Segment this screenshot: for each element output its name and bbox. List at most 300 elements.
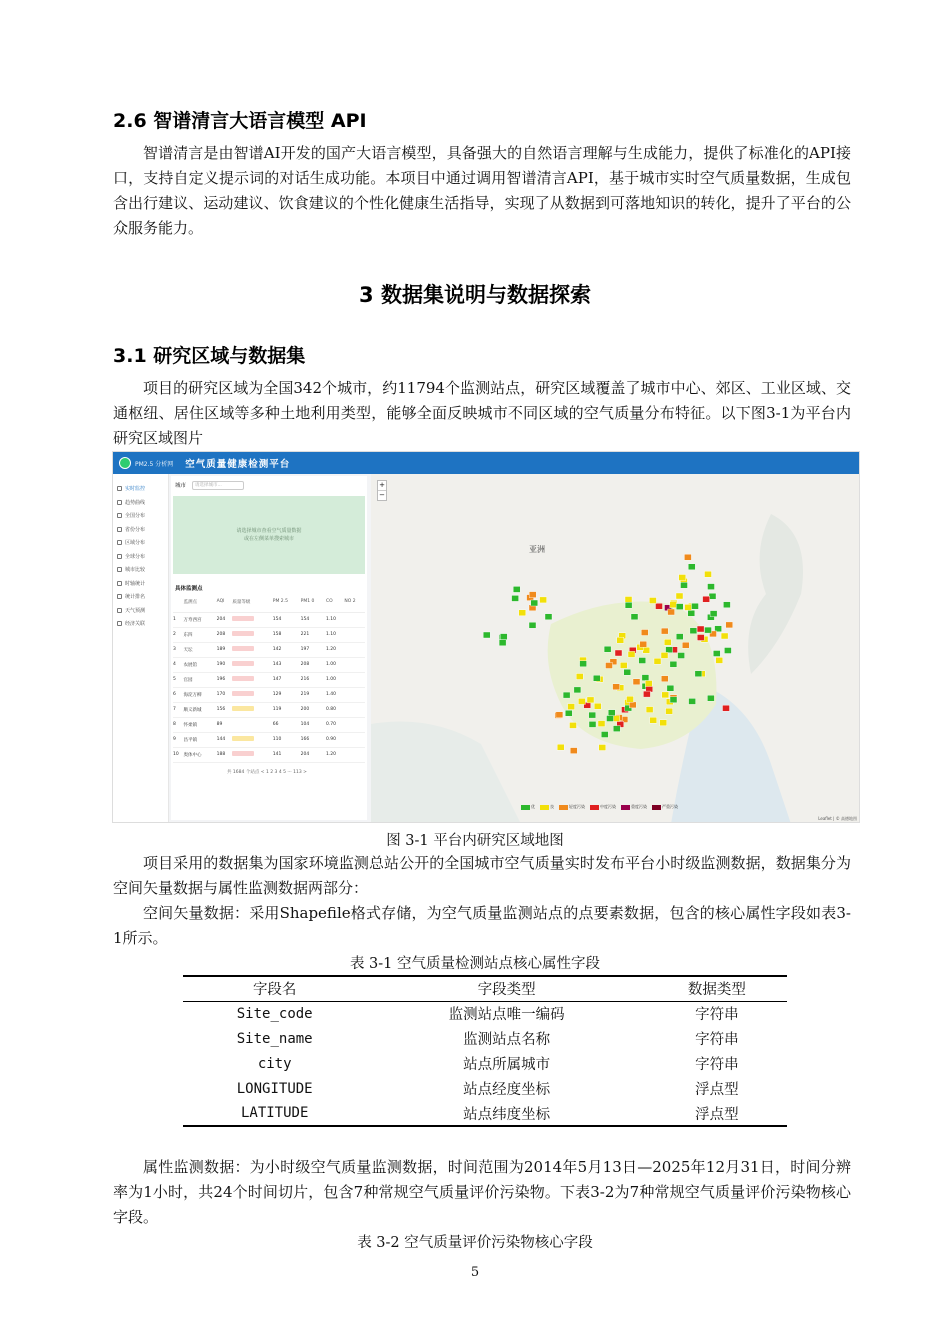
- station-marker[interactable]: [692, 603, 699, 609]
- station-marker[interactable]: [620, 662, 627, 668]
- station-marker[interactable]: [666, 647, 673, 653]
- quality-level-swatch: [232, 691, 254, 696]
- air-quality-map[interactable]: [371, 474, 860, 823]
- quality-level-badge: [232, 612, 272, 627]
- station-table-header: PM1 0: [301, 592, 326, 612]
- field-type: 站点经度坐标: [463, 1082, 551, 1098]
- station-marker[interactable]: [695, 671, 702, 677]
- station-cell: 1.00: [326, 657, 344, 672]
- station-marker[interactable]: [568, 704, 575, 710]
- station-marker[interactable]: [483, 632, 490, 638]
- station-marker[interactable]: [613, 716, 620, 722]
- quality-level-swatch: [232, 676, 254, 681]
- quality-level-badge: [232, 657, 272, 672]
- station-cell: 200: [301, 702, 326, 717]
- station-marker[interactable]: [529, 622, 536, 628]
- field-name: LATITUDE: [240, 1105, 309, 1121]
- station-markers: [371, 474, 860, 823]
- station-marker[interactable]: [625, 597, 632, 603]
- station-marker[interactable]: [697, 626, 704, 632]
- station-marker[interactable]: [641, 630, 648, 636]
- station-cell: 89: [217, 717, 233, 732]
- zoom-out-button[interactable]: −: [379, 491, 385, 499]
- station-cell: 129: [273, 687, 301, 702]
- field-name: LONGITUDE: [236, 1080, 313, 1097]
- station-marker[interactable]: [667, 685, 674, 691]
- legend-item: [621, 804, 647, 810]
- station-marker[interactable]: [670, 697, 677, 703]
- station-cell: 144: [217, 732, 233, 747]
- station-marker[interactable]: [625, 602, 632, 608]
- city-hint-box: [173, 496, 365, 574]
- station-marker[interactable]: [689, 698, 696, 704]
- station-marker[interactable]: [668, 609, 675, 615]
- quality-level-badge: [232, 687, 272, 702]
- legend-item: [559, 804, 585, 810]
- figure-3-1-caption: 图 3-1 平台内研究区域地图: [386, 833, 564, 849]
- chapter-3-heading: 3 数据集说明与数据探索: [359, 283, 591, 307]
- station-table-header: [173, 592, 184, 612]
- station-marker[interactable]: [684, 554, 691, 560]
- station-marker[interactable]: [664, 639, 671, 645]
- field-type: 站点所属城市: [463, 1057, 551, 1073]
- station-cell: 154: [273, 612, 301, 627]
- station-marker[interactable]: [660, 720, 667, 726]
- sidebar-item-global[interactable]: 全球分布: [113, 550, 168, 564]
- legend-swatch: [590, 805, 599, 810]
- station-marker[interactable]: [685, 604, 692, 610]
- table-row: [183, 1101, 787, 1126]
- station-table-header: NO 2: [344, 592, 365, 612]
- station-marker[interactable]: [540, 597, 547, 603]
- station-cell: 170: [217, 687, 233, 702]
- table-row: [183, 1051, 787, 1076]
- station-marker[interactable]: [654, 658, 661, 664]
- quality-level-swatch: [232, 751, 254, 756]
- table-row: [183, 1001, 787, 1026]
- station-cell: 1.20: [326, 747, 344, 762]
- quality-level-badge: [232, 732, 272, 747]
- station-table-header: CO: [326, 592, 344, 612]
- station-marker[interactable]: [604, 646, 611, 652]
- station-marker[interactable]: [615, 650, 622, 656]
- station-marker[interactable]: [670, 602, 677, 608]
- link-icon: [117, 621, 122, 626]
- station-cell: 208: [301, 657, 326, 672]
- station-marker[interactable]: [726, 622, 733, 628]
- sidebar-item-compare[interactable]: 城市比较: [113, 563, 168, 577]
- station-row[interactable]: [173, 612, 365, 627]
- map-attribution: Leaflet | © 高德地图: [818, 816, 857, 821]
- station-cell: 1.00: [326, 672, 344, 687]
- station-marker[interactable]: [593, 675, 600, 681]
- table-header: 数据类型: [687, 982, 746, 999]
- spatial-data-paragraph: 空间矢量数据：采用Shapefile格式存储，为空气质量监测站点的点要素数据，包含的核心属性字段如表3-1所示。: [113, 904, 851, 947]
- city-label: 城市: [175, 483, 187, 489]
- section-3-1-body: 项目的研究区域为全国342个城市，约11794个监测站点，研究区域覆盖了城市中心、郊区、工业区域、交通枢纽、居住区域等多种土地利用类型，能够全面反映城市不同区域的空气质量分布特征。以下图3-1为平台内研究区域图片: [113, 379, 851, 447]
- station-cell: 190: [217, 657, 233, 672]
- quality-level-swatch: [232, 721, 254, 726]
- station-marker[interactable]: [608, 710, 615, 716]
- quality-level-badge: [232, 717, 272, 732]
- station-marker[interactable]: [678, 653, 685, 659]
- station-cell: 万寿西宫: [184, 612, 217, 627]
- station-marker[interactable]: [574, 687, 581, 693]
- legend-item: [652, 804, 678, 810]
- station-marker[interactable]: [666, 708, 673, 714]
- station-row[interactable]: [173, 642, 365, 657]
- trend-icon: [117, 500, 122, 505]
- sidebar-item-timeline[interactable]: 时轴统计: [113, 577, 168, 591]
- station-cell: 196: [217, 672, 233, 687]
- station-cell: 166: [301, 732, 326, 747]
- city-search-input[interactable]: 请选择城市...: [192, 481, 244, 490]
- station-cell: [344, 732, 365, 747]
- quality-level-swatch: [232, 616, 254, 621]
- legend-swatch: [540, 805, 549, 810]
- station-table-header: PM 2.5: [273, 592, 301, 612]
- station-marker[interactable]: [500, 634, 507, 640]
- hint-line-2: 或在左侧菜单搜索城市: [243, 536, 294, 542]
- station-marker[interactable]: [676, 593, 683, 599]
- hint-line-1: 请选择城市查看空气质量数据: [236, 528, 302, 534]
- station-marker[interactable]: [661, 676, 668, 682]
- station-cell: 1.20: [326, 642, 344, 657]
- station-marker[interactable]: [606, 663, 613, 669]
- station-marker[interactable]: [650, 717, 657, 723]
- station-cell: [344, 702, 365, 717]
- data-type: 字符串: [695, 1032, 739, 1048]
- station-cell: 154: [301, 612, 326, 627]
- station-marker[interactable]: [679, 575, 686, 581]
- station-marker[interactable]: [642, 675, 649, 681]
- station-row[interactable]: [173, 717, 365, 732]
- logo-icon: [119, 457, 131, 469]
- station-marker[interactable]: [598, 721, 605, 727]
- app-sidebar: [113, 474, 169, 823]
- station-marker[interactable]: [656, 603, 663, 609]
- station-cell: 1.10: [326, 612, 344, 627]
- app-logo-text: PM2.5 分析网: [135, 460, 174, 468]
- zoom-control[interactable]: [377, 480, 387, 501]
- station-cell: 官园: [184, 672, 217, 687]
- legend-label: 优: [531, 804, 535, 809]
- section-2-6-heading: 2.6 智谱清言大语言模型 API: [113, 110, 367, 132]
- station-marker[interactable]: [589, 712, 596, 718]
- station-marker[interactable]: [519, 610, 526, 616]
- station-row[interactable]: [173, 687, 365, 702]
- station-cell: 219: [301, 687, 326, 702]
- station-marker[interactable]: [639, 658, 646, 664]
- station-marker[interactable]: [705, 627, 712, 633]
- station-cell: 204: [217, 612, 233, 627]
- legend-label: 轻度污染: [569, 804, 585, 809]
- station-cell: [344, 687, 365, 702]
- section-2-6-body: 智谱清言是由智谱AI开发的国产大语言模型，具备强大的自然语言理解与生成能力，提供了标准化的API接口，支持自定义提示词的对话生成功能。本项目中通过调用智谱清言API，基于城市实时空气质量数据，生成包含出行建议、运动建议、饮食建议的个性化健康生活指导，实现了从数据到可落地知识的转化，提升了平台的公众服务能力。: [113, 144, 851, 237]
- station-cell: 海淀万柳: [184, 687, 217, 702]
- station-marker[interactable]: [643, 691, 650, 697]
- quality-level-swatch: [232, 631, 254, 636]
- station-marker[interactable]: [629, 702, 636, 708]
- station-cell: 5: [173, 672, 184, 687]
- station-cell: 农展馆: [184, 657, 217, 672]
- sidebar-item-realtime[interactable]: 实时监控: [113, 482, 168, 496]
- station-marker[interactable]: [613, 726, 620, 732]
- table-header: 字段类型: [477, 982, 536, 999]
- legend-swatch: [521, 805, 530, 810]
- station-marker[interactable]: [587, 697, 594, 703]
- quality-level-badge: [232, 702, 272, 717]
- station-cell: 6: [173, 687, 184, 702]
- quality-level-swatch: [232, 706, 254, 711]
- station-cell: 0.80: [326, 702, 344, 717]
- station-marker[interactable]: [649, 598, 656, 604]
- station-marker[interactable]: [703, 596, 710, 602]
- station-cell: 天坛: [184, 642, 217, 657]
- table-3-1-caption: 表 3-1 空气质量检测站点核心属性字段: [349, 956, 601, 972]
- station-marker[interactable]: [713, 651, 720, 657]
- station-cell: 208: [217, 627, 233, 642]
- station-marker[interactable]: [624, 669, 631, 675]
- station-marker[interactable]: [688, 610, 695, 616]
- table-3-2-caption: 表 3-2 空气质量评价污染物核心字段: [357, 1235, 593, 1251]
- station-marker[interactable]: [589, 721, 596, 727]
- station-marker[interactable]: [676, 634, 683, 640]
- station-table: [173, 592, 365, 763]
- field-name: city: [257, 1055, 292, 1072]
- field-type: 监测站点唯一编码: [448, 1007, 565, 1024]
- station-cell: 110: [273, 732, 301, 747]
- station-cell: 104: [301, 717, 326, 732]
- station-marker[interactable]: [688, 564, 695, 570]
- pagination[interactable]: 共 1684 个站点 < 1 2 3 4 5 ··· 113 >: [227, 769, 307, 775]
- station-marker[interactable]: [631, 614, 638, 620]
- data-type: 字符串: [695, 1057, 739, 1073]
- station-marker[interactable]: [661, 652, 668, 658]
- legend-swatch: [652, 805, 661, 810]
- monitor-icon: [117, 486, 122, 491]
- station-marker[interactable]: [708, 584, 715, 590]
- bar-chart-icon: [117, 540, 122, 545]
- station-panel: [171, 476, 367, 820]
- station-marker[interactable]: [628, 651, 635, 657]
- quality-level-swatch: [232, 661, 254, 666]
- sidebar-item-ranking[interactable]: 统计排名: [113, 590, 168, 604]
- station-marker[interactable]: [707, 695, 714, 701]
- station-cell: 9: [173, 732, 184, 747]
- station-row[interactable]: [173, 627, 365, 642]
- station-cell: 0.70: [326, 717, 344, 732]
- station-cell: 221: [301, 627, 326, 642]
- station-cell: [344, 627, 365, 642]
- quality-level-swatch: [232, 646, 254, 651]
- station-cell: [344, 672, 365, 687]
- data-type: 字符串: [695, 1007, 739, 1024]
- sidebar-item-weather[interactable]: 天气预测: [113, 604, 168, 618]
- station-marker[interactable]: [576, 674, 583, 680]
- station-cell: 顺义新城: [184, 702, 217, 717]
- station-marker[interactable]: [565, 710, 572, 716]
- station-marker[interactable]: [529, 592, 536, 598]
- map-pin-icon: [117, 527, 122, 532]
- station-marker[interactable]: [556, 712, 563, 718]
- quality-level-swatch: [232, 736, 254, 741]
- data-type: 浮点型: [695, 1106, 739, 1123]
- sidebar-item-trend[interactable]: 趋势曲线: [113, 496, 168, 510]
- station-marker[interactable]: [705, 571, 712, 577]
- station-marker[interactable]: [594, 703, 601, 709]
- station-marker[interactable]: [721, 633, 728, 639]
- station-marker[interactable]: [557, 744, 564, 750]
- section-3-1-heading: 3.1 研究区域与数据集: [113, 345, 306, 367]
- station-marker[interactable]: [617, 637, 624, 643]
- field-name: Site_name: [236, 1030, 313, 1047]
- station-marker[interactable]: [676, 604, 683, 610]
- sidebar-item-national[interactable]: 全国分布: [113, 509, 168, 523]
- cloud-icon: [117, 608, 122, 613]
- station-cell: [344, 657, 365, 672]
- station-marker[interactable]: [690, 628, 697, 634]
- quality-level-badge: [232, 747, 272, 762]
- station-marker[interactable]: [601, 732, 608, 738]
- station-marker[interactable]: [633, 679, 640, 685]
- globe-icon: [117, 513, 122, 518]
- station-cell: 8: [173, 717, 184, 732]
- station-marker[interactable]: [531, 600, 538, 606]
- station-table-header: 监测点: [184, 592, 217, 612]
- station-marker[interactable]: [570, 722, 577, 728]
- station-marker[interactable]: [640, 641, 647, 647]
- station-marker[interactable]: [578, 698, 585, 704]
- sidebar-item-region[interactable]: 区域分布: [113, 536, 168, 550]
- station-marker[interactable]: [613, 684, 620, 690]
- station-table-header: 质量等级: [232, 592, 272, 612]
- zoom-in-button[interactable]: +: [379, 481, 385, 489]
- table-row: [183, 1026, 787, 1051]
- station-cell: 119: [273, 702, 301, 717]
- station-cell: 4: [173, 657, 184, 672]
- station-marker[interactable]: [661, 628, 668, 634]
- station-marker[interactable]: [710, 611, 717, 617]
- station-cell: 147: [273, 672, 301, 687]
- station-marker[interactable]: [512, 595, 519, 601]
- station-marker[interactable]: [682, 642, 689, 648]
- legend-label: 中度污染: [600, 804, 616, 809]
- station-cell: 158: [273, 627, 301, 642]
- station-marker[interactable]: [724, 648, 731, 654]
- station-cell: 189: [217, 642, 233, 657]
- station-marker[interactable]: [662, 692, 669, 698]
- quality-level-badge: [232, 642, 272, 657]
- page-number: 5: [470, 1265, 480, 1280]
- station-marker[interactable]: [645, 681, 652, 687]
- station-marker[interactable]: [545, 614, 552, 620]
- station-cell: 141: [273, 747, 301, 762]
- station-marker[interactable]: [646, 707, 653, 713]
- field-type: 站点纬度坐标: [463, 1106, 551, 1123]
- legend-item: [590, 804, 616, 810]
- station-cell: 昌平镇: [184, 732, 217, 747]
- world-icon: [117, 554, 122, 559]
- station-marker[interactable]: [513, 586, 520, 592]
- attribute-data-paragraph: 属性监测数据：为小时级空气质量监测数据，时间范围为2014年5月13日—2025年12月31日，时间分辨率为1小时，共24个时间切片，包含7种常规空气质量评价污染物。下表3-2为7种常规空气质量评价污染物核心字段。: [113, 1158, 851, 1226]
- station-cell: 3: [173, 642, 184, 657]
- station-cell: 东四: [184, 627, 217, 642]
- compare-icon: [117, 567, 122, 572]
- station-cell: 142: [273, 642, 301, 657]
- station-table-title: 具体监测点: [175, 586, 203, 592]
- station-row[interactable]: [173, 732, 365, 747]
- station-marker[interactable]: [723, 705, 730, 711]
- data-type: 浮点型: [695, 1082, 739, 1098]
- station-marker[interactable]: [697, 635, 704, 641]
- table-header: 字段名: [252, 982, 297, 999]
- station-cell: 10: [173, 747, 184, 762]
- field-type: 监测站点名称: [463, 1032, 551, 1048]
- station-cell: 1.10: [326, 627, 344, 642]
- station-table-header: AQI: [217, 592, 233, 612]
- field-name: Site_code: [236, 1005, 313, 1022]
- station-marker[interactable]: [599, 745, 606, 751]
- table-3-1: [183, 975, 787, 1127]
- station-marker[interactable]: [580, 661, 587, 667]
- station-cell: 197: [301, 642, 326, 657]
- station-marker[interactable]: [627, 696, 634, 702]
- map-label-asia: 亚洲: [529, 545, 545, 554]
- station-cell: 188: [217, 747, 233, 762]
- station-cell: [344, 747, 365, 762]
- clock-icon: [117, 581, 122, 586]
- station-cell: 216: [301, 672, 326, 687]
- station-cell: 1: [173, 612, 184, 627]
- platform-screenshot: [112, 451, 860, 823]
- legend-swatch: [621, 805, 630, 810]
- app-title: 空气质量健康检测平台: [185, 459, 291, 470]
- station-marker[interactable]: [563, 692, 570, 698]
- station-cell: 204: [301, 747, 326, 762]
- station-row[interactable]: [173, 657, 365, 672]
- station-cell: [344, 717, 365, 732]
- station-marker[interactable]: [681, 582, 688, 588]
- table-row: [183, 1076, 787, 1101]
- app-header: [113, 452, 859, 474]
- sidebar-item-economy[interactable]: 经济关联: [113, 617, 168, 631]
- station-row[interactable]: [173, 702, 365, 717]
- list-icon: [117, 594, 122, 599]
- station-marker[interactable]: [570, 748, 577, 754]
- legend-item: [540, 804, 554, 810]
- station-marker[interactable]: [670, 661, 677, 667]
- station-marker[interactable]: [607, 716, 614, 722]
- station-row[interactable]: [173, 747, 365, 762]
- legend-label: 良: [550, 804, 554, 809]
- station-cell: 143: [273, 657, 301, 672]
- station-marker[interactable]: [723, 602, 730, 608]
- station-cell: 奥体中心: [184, 747, 217, 762]
- station-marker[interactable]: [716, 657, 723, 663]
- station-cell: 7: [173, 702, 184, 717]
- station-cell: 2: [173, 627, 184, 642]
- station-cell: [344, 612, 365, 627]
- station-marker[interactable]: [499, 640, 506, 646]
- station-cell: 0.90: [326, 732, 344, 747]
- legend-label: 严重污染: [662, 804, 678, 809]
- aqi-legend: [521, 804, 678, 810]
- station-marker[interactable]: [709, 593, 716, 599]
- station-row[interactable]: [173, 672, 365, 687]
- quality-level-badge: [232, 672, 272, 687]
- sidebar-item-province[interactable]: 省份分布: [113, 523, 168, 537]
